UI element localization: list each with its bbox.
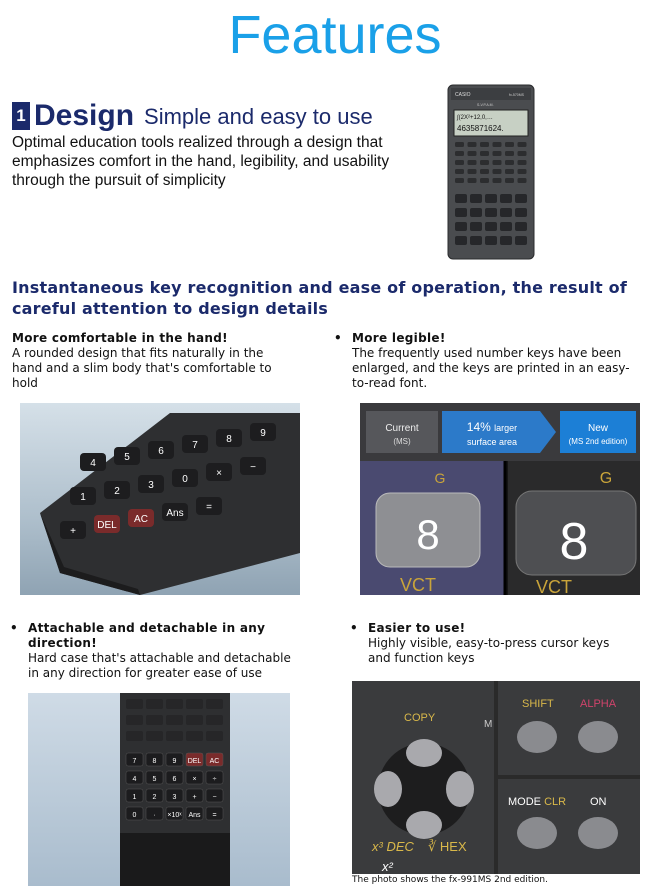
calc-key: [455, 169, 464, 174]
calc-key: [480, 160, 489, 165]
cursor-keys-photo: [352, 681, 640, 874]
hand-key-label: 3: [148, 480, 154, 491]
case-fn-key: [126, 715, 143, 725]
m-label: M: [484, 719, 493, 730]
calc-key: [493, 151, 502, 156]
calc-key: [500, 194, 512, 203]
calc-key: [493, 169, 502, 174]
calc-key: [455, 142, 464, 147]
calc-key: [468, 142, 477, 147]
key-digit-new: 8: [559, 513, 589, 571]
case-fn-key: [206, 731, 223, 741]
feature-comfortable: More comfortable in the hand! A rounded design that fits naturally in the hand and a slim body that's comfortable to hold: [12, 331, 302, 391]
design-word: Design: [34, 99, 135, 132]
calc-key: [515, 222, 527, 231]
case-key: [166, 807, 183, 820]
hand-key-label: =: [206, 502, 212, 513]
hand-key-label: 0: [182, 474, 188, 485]
case-fn-key: [126, 731, 143, 741]
bullet-icon: •: [350, 621, 358, 635]
on-label: ON: [590, 796, 607, 808]
calc-key: [500, 236, 512, 245]
hand-key: [60, 521, 86, 539]
calc-key: [493, 178, 502, 183]
case-key-label: 6: [172, 776, 177, 783]
x2-label: x²: [382, 859, 393, 874]
calc-key: [470, 222, 482, 231]
hand-key-label: 1: [80, 492, 86, 503]
clr-label: CLR: [544, 796, 567, 808]
calc-key: [470, 236, 482, 245]
current-sub: (MS): [393, 437, 411, 446]
hand-key-label: 8: [226, 434, 232, 445]
section-heading: Instantaneous key recognition and ease of operation, the result of careful attention to design details: [12, 278, 628, 318]
copy-label: COPY: [404, 712, 436, 724]
case-key: [166, 771, 183, 784]
arrow-percent: 14%: [466, 420, 491, 434]
case-key: [166, 753, 183, 766]
calc-key: [455, 222, 467, 231]
calc-key: [505, 151, 514, 156]
hand-key-label: +: [70, 526, 76, 537]
calc-key: [485, 208, 497, 217]
calc-model: fx-570MS: [509, 93, 524, 97]
calc-key: [518, 178, 527, 183]
calc-key: [505, 142, 514, 147]
calc-key: [468, 169, 477, 174]
calc-key: [480, 169, 489, 174]
feature-heading: Attachable and detachable in any: [28, 621, 266, 635]
hand-key-label: 7: [192, 440, 198, 451]
calc-brand: CASIO: [455, 92, 471, 98]
calc-key: [485, 222, 497, 231]
case-key: [186, 807, 203, 820]
calc-key: [455, 208, 467, 217]
design-description: Optimal education tools realized through a design that emphasizes comfort in the hand, legibility, and usability through the pursuit of simplicity: [12, 134, 390, 189]
case-key: [146, 789, 163, 802]
case-key: [126, 753, 143, 766]
calc-key: [468, 151, 477, 156]
hand-key: [172, 469, 198, 487]
case-photo: [28, 693, 290, 886]
key-letter-new: G: [599, 470, 613, 487]
calc-key: [518, 151, 527, 156]
arrow-sub: surface area: [466, 437, 518, 447]
new-sub: (MS 2nd edition): [568, 437, 628, 446]
feature-heading: More legible!: [352, 331, 446, 345]
case-fn-key: [186, 699, 203, 709]
new-label: New: [587, 423, 609, 434]
hand-key-label: ×: [216, 468, 222, 479]
mode-label: MODE: [508, 796, 541, 808]
calc-key: [505, 178, 514, 183]
calc-key: [518, 160, 527, 165]
calc-key: [468, 178, 477, 183]
case-key: [206, 789, 223, 802]
calc-key: [455, 160, 464, 165]
hand-key-label: DEL: [97, 520, 117, 531]
calc-key: [518, 142, 527, 147]
hand-key-label: AC: [134, 514, 148, 525]
case-key-label: 2: [152, 794, 157, 801]
below-text-old: VCT: [400, 575, 436, 595]
dec-label: DEC: [386, 839, 414, 854]
calc-key: [493, 160, 502, 165]
calc-key: [485, 236, 497, 245]
section-number-badge: 1: [12, 102, 30, 130]
case-key-label: =: [212, 812, 217, 819]
case-key-label: 3: [172, 794, 177, 801]
calc-key: [493, 142, 502, 147]
calc-key: [470, 194, 482, 203]
case-key-label: 5: [152, 776, 157, 783]
x3-label: x³: [372, 839, 383, 854]
calc-key: [470, 208, 482, 217]
case-key: [146, 753, 163, 766]
case-fn-key: [126, 699, 143, 709]
hand-key: [240, 457, 266, 475]
key-digit-old: 8: [416, 511, 440, 558]
hand-key-label: 6: [158, 446, 164, 457]
feature-heading-cont: direction!: [28, 636, 97, 650]
case-key: [206, 753, 223, 766]
case-key: [126, 807, 143, 820]
case-fn-key: [166, 731, 183, 741]
case-key-label: ·: [153, 812, 156, 819]
hand-key-label: 2: [114, 486, 120, 497]
hex-label: HEX: [439, 839, 467, 854]
calc-key: [455, 194, 467, 203]
page-title: Features: [228, 5, 442, 65]
calc-key: [518, 169, 527, 174]
hand-key: [162, 503, 188, 521]
hand-key: [196, 497, 222, 515]
case-key-label: 1: [132, 794, 137, 801]
case-key-label: 8: [152, 758, 157, 765]
legibility-comparison-photo: [360, 403, 640, 595]
calc-key: [515, 194, 527, 203]
arrow-larger: larger: [494, 423, 518, 433]
svg-text:x³ DEC: [371, 839, 415, 854]
case-key-label: −: [212, 794, 217, 801]
hand-key-label: 5: [124, 452, 130, 463]
design-subtitle: Simple and easy to use: [144, 104, 373, 129]
case-key-label: +: [192, 794, 197, 801]
current-label: Current: [385, 423, 419, 434]
hand-key: [250, 423, 276, 441]
case-keypad: [126, 699, 223, 820]
case-key-label: 9: [172, 758, 177, 765]
case-key-label: Ans: [188, 812, 201, 819]
case-fn-key: [206, 699, 223, 709]
case-key: [126, 789, 143, 802]
calc-key: [455, 178, 464, 183]
case-key: [206, 807, 223, 820]
hand-key: [216, 429, 242, 447]
case-fn-key: [166, 699, 183, 709]
case-key-label: 0: [132, 812, 137, 819]
shift-label: SHIFT: [522, 698, 554, 710]
feature-legible: • More legible! The frequently used number keys have been enlarged, and the keys are printed in an easy- to-read font.: [352, 331, 652, 391]
case-key: [126, 771, 143, 784]
cbrt-label: ∛: [428, 839, 437, 854]
hand-key-label: −: [250, 462, 256, 473]
feature-heading: Easier to use!: [368, 621, 466, 635]
case-fn-key: [146, 699, 163, 709]
case-fn-key: [166, 715, 183, 725]
feature-easier: • Easier to use! Highly visible, easy-to-press cursor keys and function keys: [368, 621, 658, 666]
comfortable-photo: [20, 403, 300, 595]
alpha-label: ALPHA: [580, 698, 617, 710]
calc-key: [500, 208, 512, 217]
case-fn-key: [186, 731, 203, 741]
svg-text:MODE CLR: [508, 796, 566, 808]
hand-key: [70, 487, 96, 505]
calc-key: [480, 142, 489, 147]
calc-display-bottom: 4635871624.: [457, 124, 504, 133]
hand-key-label: 4: [90, 458, 96, 469]
case-fn-key: [146, 715, 163, 725]
hand-key-label: Ans: [166, 508, 184, 519]
photo-caption: The photo shows the fx-991MS 2nd edition.: [352, 875, 548, 885]
case-key: [186, 753, 203, 766]
case-key: [146, 807, 163, 820]
case-key-label: AC: [209, 758, 220, 765]
hand-key: [128, 509, 154, 527]
key-letter-old: G: [434, 470, 446, 486]
case-key: [186, 789, 203, 802]
feature-attachable: • Attachable and detachable in any direction! Hard case that's attachable and detachable in any direction for greater ease of use: [28, 621, 318, 681]
hand-key: [206, 463, 232, 481]
svg-text:14% larger: [467, 420, 517, 434]
case-key: [206, 771, 223, 784]
bullet-icon: •: [334, 331, 342, 345]
calc-key: [505, 169, 514, 174]
calc-key: [500, 222, 512, 231]
hand-key: [138, 475, 164, 493]
hand-key-label: 9: [260, 428, 266, 439]
hand-key: [80, 453, 106, 471]
calc-key: [455, 151, 464, 156]
case-fn-key: [206, 715, 223, 725]
calc-key: [480, 151, 489, 156]
calc-key: [468, 160, 477, 165]
calc-key: [480, 178, 489, 183]
case-key-label: ×: [192, 776, 197, 783]
case-key: [166, 789, 183, 802]
calc-key: [485, 194, 497, 203]
calc-key: [515, 208, 527, 217]
design-heading: [12, 98, 373, 132]
hand-key: [148, 441, 174, 459]
calculator-product-image: [447, 84, 535, 260]
case-key-label: 7: [132, 758, 137, 765]
case-key-label: 4: [132, 776, 137, 783]
calc-display-top: ∫(2X²+12,0,…: [457, 115, 493, 121]
calc-key: [515, 236, 527, 245]
bullet-icon: •: [10, 621, 18, 635]
hand-key: [104, 481, 130, 499]
case-key-label: ÷: [212, 776, 217, 783]
case-key: [186, 771, 203, 784]
svg-text:∛ HEX: [428, 839, 467, 854]
case-key-label: DEL: [187, 758, 202, 765]
calc-key: [505, 160, 514, 165]
calc-vpam: S-V.P.A.M.: [477, 103, 494, 107]
calc-key: [455, 236, 467, 245]
case-fn-key: [186, 715, 203, 725]
below-text-new: VCT: [536, 577, 572, 595]
case-key: [146, 771, 163, 784]
feature-heading: More comfortable in the hand!: [12, 331, 228, 345]
case-key-label: ×10ˣ: [167, 812, 182, 819]
hand-key: [182, 435, 208, 453]
hand-key: [114, 447, 140, 465]
case-fn-key: [146, 731, 163, 741]
hand-key: [94, 515, 120, 533]
